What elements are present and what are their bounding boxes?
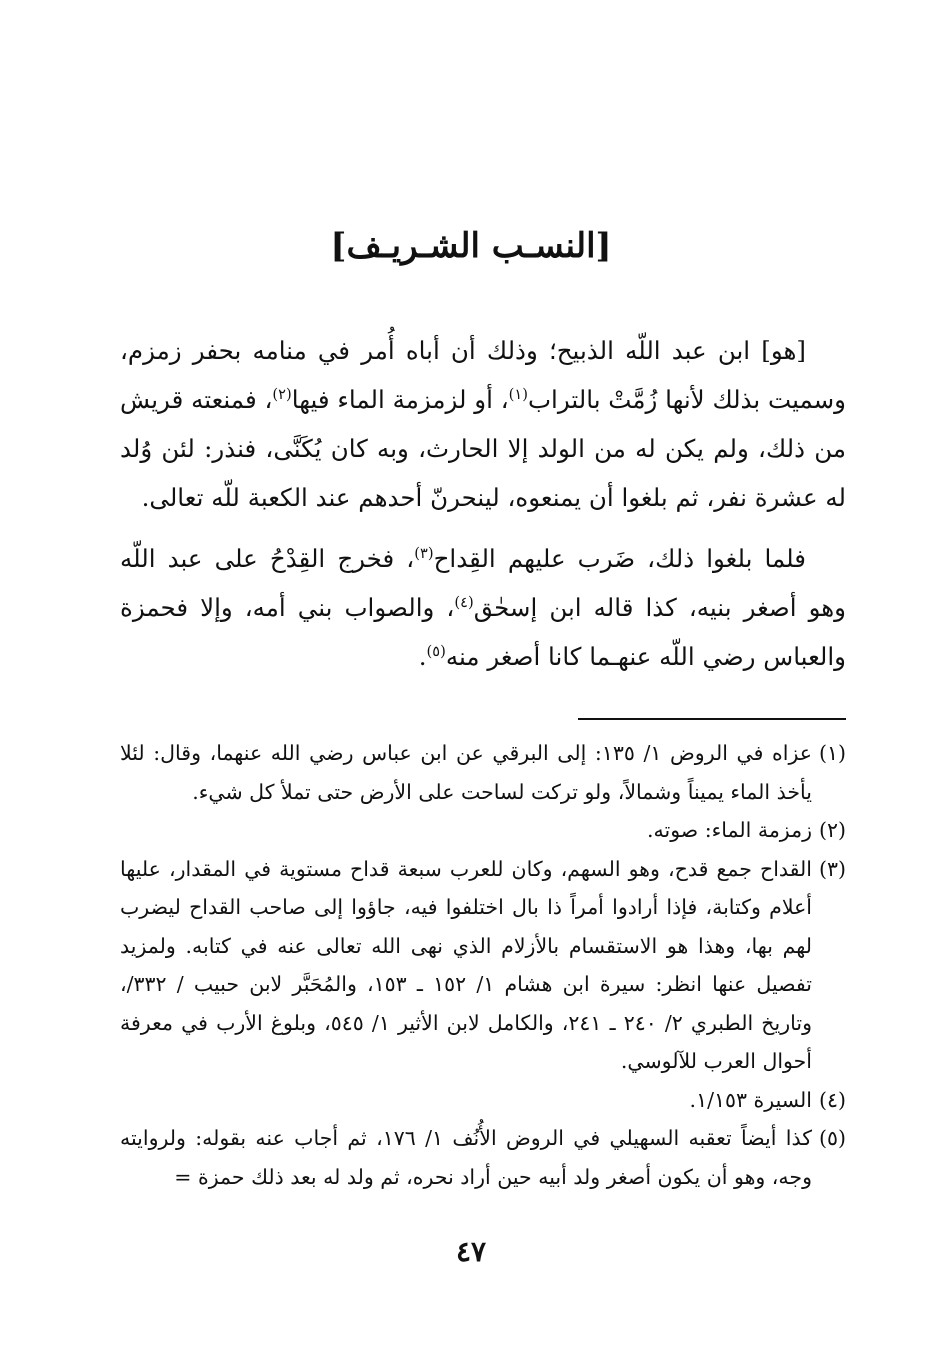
footnote-text: القداح جمع قدح، وهو السهم، وكان للعرب سبعة قداح مستوية في المقدار، عليها أعلام وكتابة، فإذا أرادوا أمراً ذا بال اختلفوا فيه، جاؤوا إلى صاحب القداح ليضرب لهم بها، وهذا هو الاستقسام بالأزلام الذي نهى الله تعالى عنه في كتابه. ولمزيد تفصيل عنها انظر: سيرة ابن هشام ١/ ١٥٢ ـ ١٥٣، والمُحَبَّر لابن حبيب / ٣٣٢/، وتاريخ الطبري ٢/ ٢٤٠ ـ ٢٤١، والكامل لابن الأثير ١/ ٥٤٥، وبلوغ الأرب في معرفة أحوال العرب للآلوسي.: [120, 856, 812, 1073]
chapter-heading: [النسـب الشـريـف]: [330, 226, 612, 266]
text-segment: ، فمنعته قريش من ذلك، ولم يكن له من الولد إلا الحارث، وبه كان يُكَنَّى، فنذر: لئن وُلد له عشرة نفر، ثم بلغوا أن يمنعوه، لينحرنّ أحدهم عند الكعبة للّه تعالى.: [120, 385, 846, 512]
footnote-ref-5[interactable]: (٥): [426, 642, 446, 660]
footnote-number: (٢): [818, 818, 846, 842]
main-text: [120, 326, 846, 693]
text-segment: فلما بلغوا ذلك، ضَرب عليهم القِداح: [433, 544, 806, 573]
footnote-ref-2[interactable]: (٢): [272, 385, 292, 403]
footnote-ref-3[interactable]: (٣): [414, 544, 434, 562]
footnote-separator: [578, 718, 846, 720]
footnotes: [120, 734, 846, 1196]
text-segment: .: [418, 642, 427, 671]
footnote-ref-4[interactable]: (٤): [454, 593, 474, 611]
footnote-ref-1[interactable]: (١): [508, 385, 528, 403]
page-number: ٤٧: [455, 1235, 487, 1268]
footnote-number: (٣): [818, 856, 846, 881]
footnote-number: (٥): [818, 1126, 846, 1150]
text-segment: ، والصواب بني أمه، وإلا فحمزة والعباس رضي اللّه عنهـما كانا أصغر منه: [120, 593, 846, 671]
paragraph-1: [120, 326, 846, 522]
paragraph-2: [120, 534, 846, 681]
footnote-text: السيرة ١/١٥٣.: [689, 1087, 812, 1112]
footnote-2: [120, 811, 846, 850]
footnote-4: [120, 1081, 846, 1120]
footnote-number: (١): [818, 741, 846, 765]
footnote-3: [120, 850, 846, 1081]
footnote-1: [120, 734, 846, 811]
text-segment: ، أو لزمزمة الماء فيها: [291, 385, 509, 414]
footnote-number: (٤): [818, 1087, 846, 1112]
text-segment: ، فخرج القِدْحُ على عبد اللّه وهو أصغر بنيه، كذا قاله ابن إسحٰق: [120, 544, 846, 622]
footnote-text: عزاه في الروض ١/ ١٣٥: إلى البرقي عن ابن عباس رضي الله عنهما، وقال: لئلا يأخذ الماء يميناً وشمالاً، ولو تركت لساحت على الأرض حتى تملأ كل شيء.: [120, 741, 813, 804]
footnote-text: كذا أيضاً تعقبه السهيلي في الروض الأُنُف ١/ ١٧٦، ثم أجاب عنه بقوله: ولروايته وجه، وهو أن يكون أصغر ولد أبيه حين أراد نحره، ثم ولد له بعد ذلك حمزة =: [120, 1126, 812, 1189]
footnote-5: [120, 1119, 846, 1196]
footnote-text: زمزمة الماء: صوته.: [647, 818, 812, 842]
text-segment: [هو] ابن عبد اللّه الذبيح؛ وذلك أن أباه أُمر في منامه بحفر زمزم، وسميت بذلك لأنها زُمَّتْ بالتراب: [120, 336, 846, 414]
